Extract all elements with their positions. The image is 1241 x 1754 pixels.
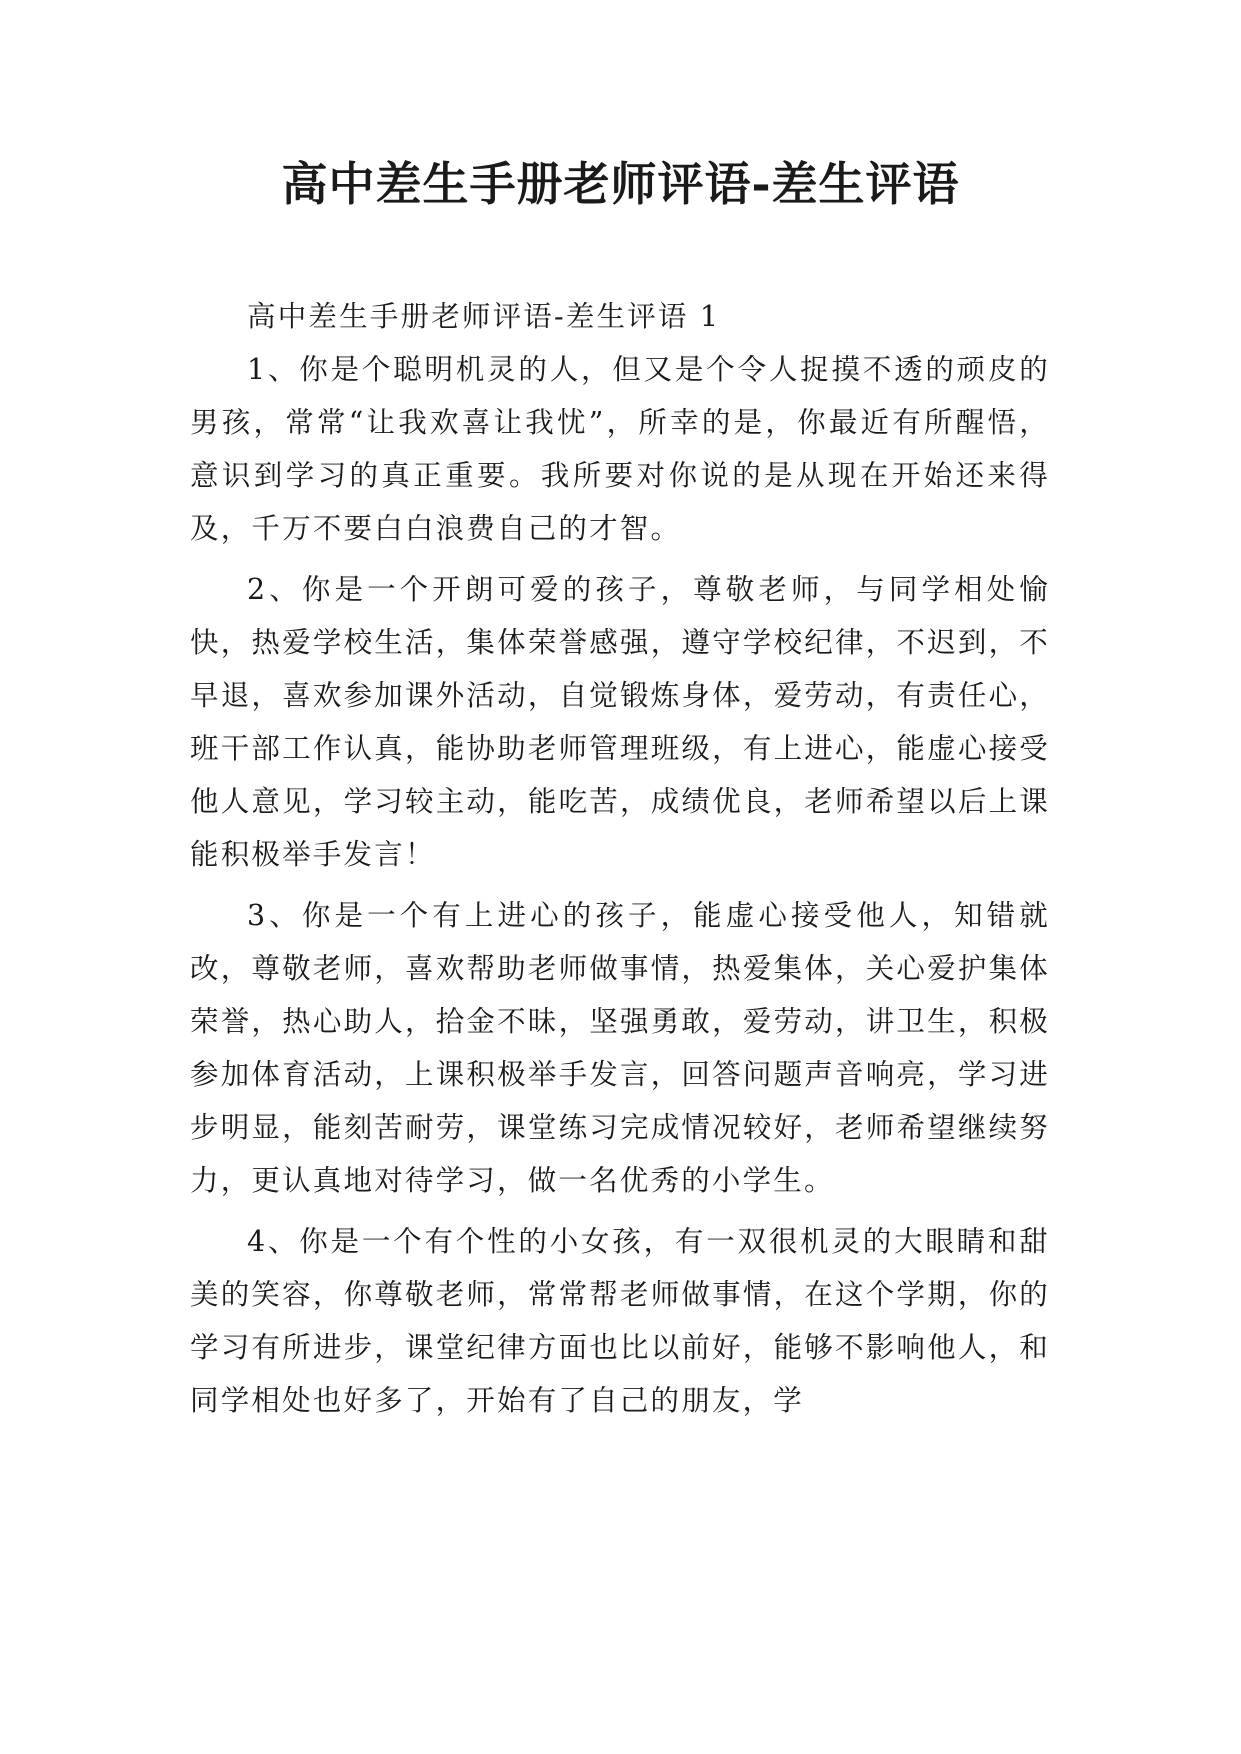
comment-paragraph-2: 2、你是一个开朗可爱的孩子，尊敬老师，与同学相处愉快，热爱学校生活，集体荣誉感强，遵守学校纪律，不迟到，不早退，喜欢参加课外活动，自觉锻炼身体，爱劳动，有责任心，班干部工作认真，能协助老师管理班级，有上进心，能虚心接受他人意见，学习较主动，能吃苦，成绩优良，老师希望以后上课能积极举手发言！ [190, 573, 1050, 871]
section-heading: 高中差生手册老师评语-差生评语 1 [247, 300, 721, 333]
comment-paragraph-1: 1、你是个聪明机灵的人，但又是个令人捉摸不透的顽皮的男孩，常常“让我欢喜让我忧”，所幸的是，你最近有所醒悟，意识到学习的真正重要。我所要对你说的是从现在开始还来得及，千万不要白白浪费自己的才智。 [190, 353, 1050, 545]
comment-paragraph-4: 4、你是一个有个性的小女孩，有一双很机灵的大眼睛和甜美的笑容，你尊敬老师，常常帮老师做事情，在这个学期，你的学习有所进步，课堂纪律方面也比以前好，能够不影响他人，和同学相处也好多了，开始有了自己的朋友，学 [190, 1225, 1050, 1417]
document-body [190, 290, 1050, 1427]
comment-paragraph-3: 3、你是一个有上进心的孩子，能虚心接受他人，知错就改，尊敬老师，喜欢帮助老师做事情，热爱集体，关心爱护集体荣誉，热心助人，拾金不昧，坚强勇敢，爱劳动，讲卫生，积极参加体育活动，上课积极举手发言，回答问题声音响亮，学习进步明显，能刻苦耐劳，课堂练习完成情况较好，老师希望继续努力，更认真地对待学习，做一名优秀的小学生。 [190, 899, 1050, 1197]
document-title: 高中差生手册老师评语-差生评语 [281, 157, 960, 211]
